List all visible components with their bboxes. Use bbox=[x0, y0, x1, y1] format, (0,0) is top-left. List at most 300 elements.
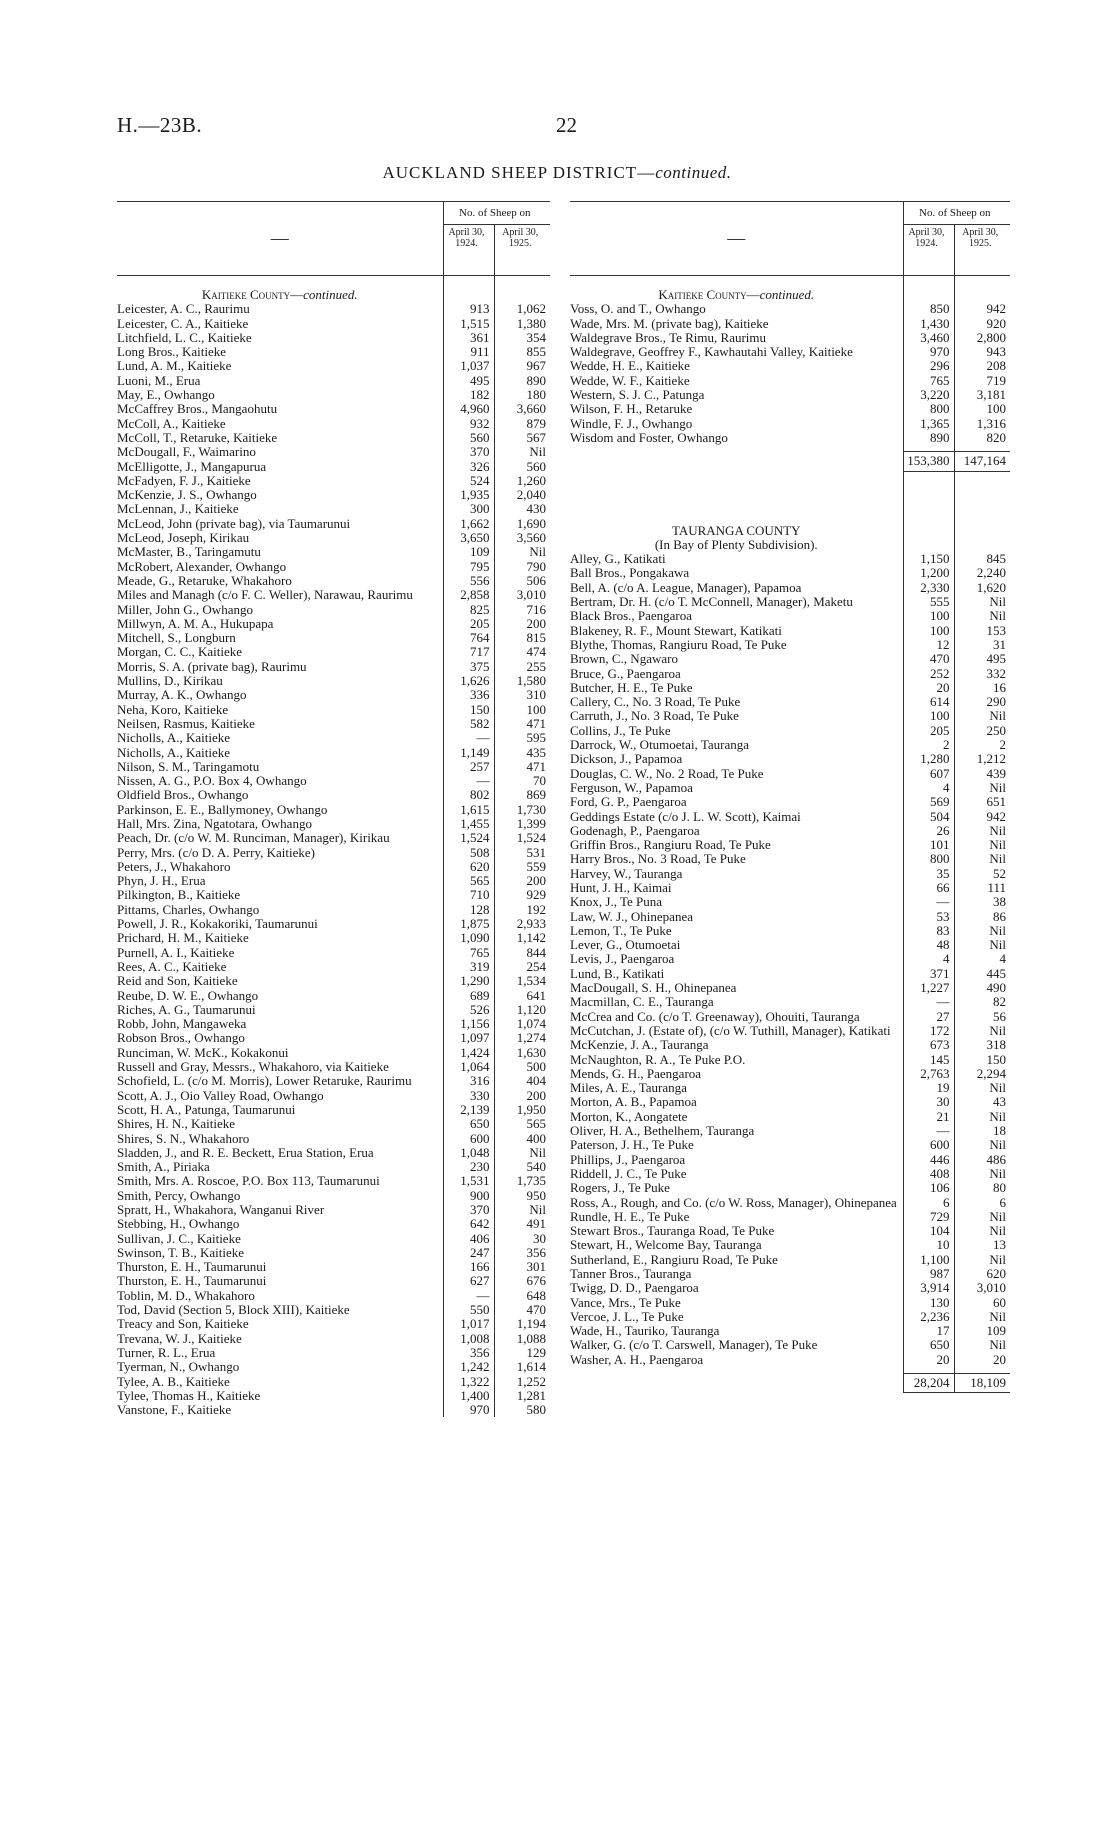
sheep-1924: 53 bbox=[903, 910, 954, 924]
sheep-1924: 600 bbox=[903, 1138, 954, 1152]
owner-name: Griffin Bros., Rangiuru Road, Te Puke bbox=[570, 837, 771, 853]
sheep-1925: 560 bbox=[494, 460, 550, 474]
sheep-1924: 729 bbox=[903, 1210, 954, 1224]
sheep-1924: 765 bbox=[443, 946, 494, 960]
sheep-1924: 319 bbox=[443, 960, 494, 974]
owner-name: MacDougall, S. H., Ohinepanea bbox=[570, 980, 737, 996]
sheep-1924: 166 bbox=[443, 1260, 494, 1274]
owner-name: McElligotte, J., Mangapurua bbox=[117, 458, 267, 474]
owner-name: Rees, A. C., Kaitieke bbox=[117, 958, 227, 974]
sheep-1925: 648 bbox=[494, 1289, 550, 1303]
sheep-1924: 850 bbox=[903, 302, 954, 316]
owner-name: Leicester, A. C., Raurimu bbox=[117, 301, 250, 317]
sheep-1924: 1,097 bbox=[443, 1031, 494, 1045]
table-row bbox=[570, 1324, 1010, 1338]
sheep-1925: 30 bbox=[494, 1232, 550, 1246]
sheep-1925: 200 bbox=[494, 617, 550, 631]
owner-name: McCutchan, J. (Estate of), (c/o W. Tuthill, Manager), Katikati bbox=[570, 1022, 891, 1038]
sheep-1924: 83 bbox=[903, 924, 954, 938]
table-row bbox=[117, 874, 550, 888]
table-row bbox=[117, 603, 550, 617]
owner-name: Windle, F. J., Owhango bbox=[570, 415, 693, 431]
sheep-1924: 1,200 bbox=[903, 566, 954, 580]
table-row bbox=[570, 1153, 1010, 1167]
owner-name: Ball Bros., Pongakawa bbox=[570, 565, 690, 581]
sheep-1924: 3,650 bbox=[443, 531, 494, 545]
sheep-1924: 406 bbox=[443, 1232, 494, 1246]
table-row bbox=[117, 831, 550, 845]
sheep-1925: 1,074 bbox=[494, 1017, 550, 1031]
owner-name: Blakeney, R. F., Mount Stewart, Katikati bbox=[570, 622, 782, 638]
table-row bbox=[117, 388, 550, 402]
sheep-1925: 3,010 bbox=[954, 1281, 1010, 1295]
sheep-1924: 150 bbox=[443, 703, 494, 717]
sheep-1925: 430 bbox=[494, 502, 550, 516]
table-row bbox=[117, 1146, 550, 1160]
owner-name: Harvey, W., Tauranga bbox=[570, 865, 683, 881]
sheep-1924: 1,048 bbox=[443, 1146, 494, 1160]
table-row bbox=[570, 824, 1010, 838]
sheep-1924: 650 bbox=[903, 1338, 954, 1352]
owner-name: Darrock, W., Otumoetai, Tauranga bbox=[570, 737, 749, 753]
table-row bbox=[117, 460, 550, 474]
sheep-1925: 943 bbox=[954, 345, 1010, 359]
table-row bbox=[117, 531, 550, 545]
owner-name: Shires, H. N., Kaitieke bbox=[117, 1116, 236, 1132]
section-heading-name: Kaitieke County— bbox=[201, 287, 304, 302]
sheep-1925: 82 bbox=[954, 995, 1010, 1009]
table-row bbox=[570, 1038, 1010, 1052]
title-main: AUCKLAND SHEEP DISTRICT— bbox=[382, 163, 656, 182]
sheep-count-header: No. of Sheep on bbox=[903, 202, 1010, 225]
owner-name: Bell, A. (c/o A. League, Manager), Papamoa bbox=[570, 579, 802, 595]
table-row bbox=[117, 1360, 550, 1374]
sheep-1924: 987 bbox=[903, 1267, 954, 1281]
sheep-1924: 17 bbox=[903, 1324, 954, 1338]
sheep-1924: 911 bbox=[443, 345, 494, 359]
table-row bbox=[570, 302, 1010, 316]
owner-name: Voss, O. and T., Owhango bbox=[570, 301, 706, 317]
table-row bbox=[570, 609, 1010, 623]
owner-name: Paterson, J. H., Te Puke bbox=[570, 1137, 694, 1153]
sheep-1924: 66 bbox=[903, 881, 954, 895]
owner-name: Riddell, J. C., Te Puke bbox=[570, 1165, 687, 1181]
left-table bbox=[117, 201, 550, 1417]
owner-name: Miles, A. E., Tauranga bbox=[570, 1080, 687, 1096]
sheep-1925: 1,399 bbox=[494, 817, 550, 831]
table-row bbox=[117, 1403, 550, 1417]
sheep-1925: 1,690 bbox=[494, 517, 550, 531]
sheep-1924: 600 bbox=[443, 1132, 494, 1146]
owner-name: McMaster, B., Taringamutu bbox=[117, 544, 261, 560]
sheep-1924: 3,220 bbox=[903, 388, 954, 402]
sheep-1925: Nil bbox=[954, 1024, 1010, 1038]
table-row bbox=[570, 345, 1010, 359]
sheep-1924: — bbox=[443, 774, 494, 788]
table-row bbox=[570, 317, 1010, 331]
sheep-1924: 300 bbox=[443, 502, 494, 516]
table-row bbox=[117, 1003, 550, 1017]
owner-name: Reube, D. W. E., Owhango bbox=[117, 987, 259, 1003]
sheep-1925: 855 bbox=[494, 345, 550, 359]
table-row bbox=[570, 852, 1010, 866]
table-row bbox=[117, 1232, 550, 1246]
sheep-1924: 230 bbox=[443, 1160, 494, 1174]
owner-name: Lemon, T., Te Puke bbox=[570, 922, 672, 938]
owner-name: Luoni, M., Erua bbox=[117, 372, 201, 388]
table-row bbox=[570, 1253, 1010, 1267]
sheep-1924: 370 bbox=[443, 1203, 494, 1217]
sheep-1925: Nil bbox=[494, 1203, 550, 1217]
sheep-1925: Nil bbox=[954, 852, 1010, 866]
table-row bbox=[117, 1246, 550, 1260]
owner-name: Neilsen, Rasmus, Kaitieke bbox=[117, 715, 255, 731]
sheep-1924: 1,430 bbox=[903, 317, 954, 331]
table-row bbox=[117, 617, 550, 631]
table-row bbox=[117, 817, 550, 831]
section-heading-cont: continued. bbox=[303, 287, 358, 302]
owner-name: Oliver, H. A., Bethelhem, Tauranga bbox=[570, 1123, 755, 1139]
sheep-1924: 20 bbox=[903, 1353, 954, 1367]
total-1925: 18,109 bbox=[954, 1374, 1010, 1393]
owner-name: Law, W. J., Ohinepanea bbox=[570, 908, 693, 924]
sheep-1925: 620 bbox=[954, 1267, 1010, 1281]
sheep-1925: 1,281 bbox=[494, 1389, 550, 1403]
table-row bbox=[117, 1174, 550, 1188]
table-row bbox=[570, 595, 1010, 609]
sheep-1924: 1,424 bbox=[443, 1046, 494, 1060]
sheep-1924: 326 bbox=[443, 460, 494, 474]
table-row bbox=[117, 1060, 550, 1074]
table-row bbox=[570, 331, 1010, 345]
sheep-1925: 890 bbox=[494, 374, 550, 388]
sheep-1925: 2 bbox=[954, 738, 1010, 752]
owner-name: Lund, A. M., Kaitieke bbox=[117, 358, 232, 374]
sheep-1924: 19 bbox=[903, 1081, 954, 1095]
sheep-1925: 1,524 bbox=[494, 831, 550, 845]
table-row bbox=[117, 989, 550, 1003]
sheep-1925: 13 bbox=[954, 1238, 1010, 1252]
sheep-1925: Nil bbox=[494, 1146, 550, 1160]
sheep-1924: 48 bbox=[903, 938, 954, 952]
table-row bbox=[570, 895, 1010, 909]
sheep-1925: 820 bbox=[954, 431, 1010, 445]
table-row bbox=[117, 502, 550, 516]
sheep-1925: 790 bbox=[494, 560, 550, 574]
sheep-1925: 845 bbox=[954, 552, 1010, 566]
sheep-1925: 3,181 bbox=[954, 388, 1010, 402]
sheep-1925: 400 bbox=[494, 1132, 550, 1146]
owner-name: Vanstone, F., Kaitieke bbox=[117, 1402, 232, 1418]
table-row bbox=[117, 846, 550, 860]
title-continued: continued. bbox=[655, 163, 732, 182]
table-row bbox=[117, 974, 550, 988]
sheep-1925: 43 bbox=[954, 1095, 1010, 1109]
owner-name: Ross, A., Rough, and Co. (c/o W. Ross, Manager), Ohinepanea bbox=[570, 1194, 897, 1210]
sheep-1924: 2,139 bbox=[443, 1103, 494, 1117]
total-row bbox=[570, 1374, 1010, 1393]
sheep-1925: Nil bbox=[954, 1167, 1010, 1181]
owner-name: Callery, C., No. 3 Road, Te Puke bbox=[570, 694, 741, 710]
sheep-1924: 1,017 bbox=[443, 1317, 494, 1331]
sheep-1925: Nil bbox=[954, 1310, 1010, 1324]
owner-name: McDougall, F., Waimarino bbox=[117, 444, 256, 460]
sheep-1924: 607 bbox=[903, 767, 954, 781]
sheep-1925: 967 bbox=[494, 359, 550, 373]
col-1925-header: April 30, 1925. bbox=[494, 225, 550, 276]
table-row bbox=[570, 724, 1010, 738]
sheep-1925: Nil bbox=[954, 781, 1010, 795]
sheep-1924: 1,935 bbox=[443, 488, 494, 502]
owner-name: Scott, H. A., Patunga, Taumarunui bbox=[117, 1101, 296, 1117]
owner-name: Twigg, D. D., Paengaroa bbox=[570, 1280, 699, 1296]
sheep-1925: Nil bbox=[954, 1210, 1010, 1224]
table-row bbox=[117, 1332, 550, 1346]
sheep-1925: 301 bbox=[494, 1260, 550, 1274]
table-row bbox=[117, 517, 550, 531]
sheep-1924: 2,330 bbox=[903, 581, 954, 595]
sheep-1925: 879 bbox=[494, 417, 550, 431]
sheep-1924: 2,858 bbox=[443, 588, 494, 602]
owner-name: Godenagh, P., Paengaroa bbox=[570, 822, 700, 838]
sheep-1925: Nil bbox=[954, 595, 1010, 609]
owner-name: Parkinson, E. E., Ballymoney, Owhango bbox=[117, 801, 328, 817]
sheep-1924: 375 bbox=[443, 660, 494, 674]
sheep-1925: 310 bbox=[494, 688, 550, 702]
sheep-1925: 1,316 bbox=[954, 417, 1010, 431]
table-row bbox=[570, 995, 1010, 1009]
table-row bbox=[117, 1317, 550, 1331]
sheep-1924: 550 bbox=[443, 1303, 494, 1317]
owner-name: Prichard, H. M., Kaitieke bbox=[117, 930, 249, 946]
table-row bbox=[117, 331, 550, 345]
table-row bbox=[117, 788, 550, 802]
sheep-1925: 540 bbox=[494, 1160, 550, 1174]
sheep-1925: Nil bbox=[954, 824, 1010, 838]
sheep-1925: 491 bbox=[494, 1217, 550, 1231]
owner-name: Carruth, J., No. 3 Road, Te Puke bbox=[570, 708, 739, 724]
table-row bbox=[570, 1296, 1010, 1310]
sheep-1924: 26 bbox=[903, 824, 954, 838]
table-row bbox=[117, 903, 550, 917]
owner-name: Purnell, A. I., Kaitieke bbox=[117, 944, 235, 960]
sheep-1924: 970 bbox=[443, 1403, 494, 1417]
sheep-1925: 506 bbox=[494, 574, 550, 588]
table-row bbox=[117, 1289, 550, 1303]
sheep-1924: 408 bbox=[903, 1167, 954, 1181]
sheep-1924: 1,515 bbox=[443, 317, 494, 331]
owner-name: Waldegrave, Geoffrey F., Kawhautahi Valley, Kaitieke bbox=[570, 344, 853, 360]
table-row bbox=[117, 931, 550, 945]
sheep-1925: 1,380 bbox=[494, 317, 550, 331]
table-row bbox=[570, 867, 1010, 881]
table-row bbox=[570, 1167, 1010, 1181]
sheep-1924: 1,400 bbox=[443, 1389, 494, 1403]
table-row bbox=[570, 1024, 1010, 1038]
sheep-1925: 129 bbox=[494, 1346, 550, 1360]
table-row bbox=[570, 1224, 1010, 1238]
owner-name: Alley, G., Katikati bbox=[570, 551, 666, 567]
owner-name: Nicholls, A., Kaitieke bbox=[117, 730, 231, 746]
table-row bbox=[570, 1238, 1010, 1252]
sheep-1925: Nil bbox=[954, 838, 1010, 852]
sheep-1925: 716 bbox=[494, 603, 550, 617]
table-row bbox=[570, 781, 1010, 795]
table-row bbox=[570, 1053, 1010, 1067]
table-row bbox=[570, 417, 1010, 431]
owner-name: Reid and Son, Kaitieke bbox=[117, 973, 238, 989]
owner-name: Tylee, A. B., Kaitieke bbox=[117, 1373, 230, 1389]
sheep-1925: Nil bbox=[954, 1110, 1010, 1124]
table-row bbox=[117, 545, 550, 559]
sheep-1924: 205 bbox=[443, 617, 494, 631]
sheep-1924: 556 bbox=[443, 574, 494, 588]
table-row bbox=[117, 359, 550, 373]
table-row bbox=[570, 1010, 1010, 1024]
owner-name: McLennan, J., Kaitieke bbox=[117, 501, 239, 517]
sheep-1925: 150 bbox=[954, 1053, 1010, 1067]
table-row bbox=[570, 1095, 1010, 1109]
sheep-1924: 673 bbox=[903, 1038, 954, 1052]
owner-name: Morgan, C. C., Kaitieke bbox=[117, 644, 243, 660]
table-row bbox=[117, 760, 550, 774]
sheep-1925: 80 bbox=[954, 1181, 1010, 1195]
sheep-1925: 1,274 bbox=[494, 1031, 550, 1045]
table-row bbox=[570, 838, 1010, 852]
table-row bbox=[117, 345, 550, 359]
sheep-1925: 844 bbox=[494, 946, 550, 960]
sheep-1924: 182 bbox=[443, 388, 494, 402]
sheep-1925: 180 bbox=[494, 388, 550, 402]
sheep-1925: 2,933 bbox=[494, 917, 550, 931]
sheep-1924: 1,242 bbox=[443, 1360, 494, 1374]
owner-name: Riches, A. G., Taumarunui bbox=[117, 1001, 256, 1017]
section-heading-name: Kaitieke County— bbox=[658, 287, 760, 302]
sheep-1924: 371 bbox=[903, 967, 954, 981]
owner-name: McFadyen, F. J., Kaitieke bbox=[117, 472, 251, 488]
sheep-1925: 471 bbox=[494, 760, 550, 774]
sheep-1925: 471 bbox=[494, 717, 550, 731]
owner-name: Phyn, J. H., Erua bbox=[117, 873, 206, 889]
sheep-1924: 30 bbox=[903, 1095, 954, 1109]
sheep-1924: 35 bbox=[903, 867, 954, 881]
table-row bbox=[117, 417, 550, 431]
owner-name: Mullins, D., Kirikau bbox=[117, 673, 223, 689]
section-heading bbox=[117, 288, 443, 302]
table-row bbox=[117, 703, 550, 717]
total-1924: 153,380 bbox=[903, 452, 954, 471]
sheep-1924: 356 bbox=[443, 1346, 494, 1360]
owner-name: Pilkington, B., Kaitieke bbox=[117, 887, 241, 903]
sheep-1924: 800 bbox=[903, 852, 954, 866]
owner-name: Stewart Bros., Tauranga Road, Te Puke bbox=[570, 1223, 775, 1239]
table-row bbox=[117, 374, 550, 388]
owner-name: McKenzie, J. A., Tauranga bbox=[570, 1037, 709, 1053]
table-row bbox=[570, 402, 1010, 416]
table-row bbox=[570, 910, 1010, 924]
sheep-1925: 2,240 bbox=[954, 566, 1010, 580]
sheep-1925: 1,194 bbox=[494, 1317, 550, 1331]
owner-name: Brown, C., Ngawaro bbox=[570, 651, 678, 667]
owner-name: Vance, Mrs., Te Puke bbox=[570, 1294, 681, 1310]
table-row bbox=[117, 803, 550, 817]
table-row bbox=[117, 1260, 550, 1274]
sheep-1925: 1,142 bbox=[494, 931, 550, 945]
sheep-1925: 1,614 bbox=[494, 1360, 550, 1374]
sheep-1925: 869 bbox=[494, 788, 550, 802]
owner-name: McLeod, Joseph, Kirikau bbox=[117, 530, 250, 546]
table-row bbox=[570, 1210, 1010, 1224]
table-row bbox=[570, 767, 1010, 781]
table-row bbox=[570, 1138, 1010, 1152]
owner-name: Mends, G. H., Paengaroa bbox=[570, 1065, 702, 1081]
owner-name: Blythe, Thomas, Rangiuru Road, Te Puke bbox=[570, 636, 787, 652]
owner-name: Robb, John, Mangaweka bbox=[117, 1016, 247, 1032]
table-row bbox=[117, 445, 550, 459]
owner-name: Lever, G., Otumoetai bbox=[570, 937, 681, 953]
sheep-1924: 3,914 bbox=[903, 1281, 954, 1295]
sheep-1924: 764 bbox=[443, 631, 494, 645]
table-row bbox=[570, 1353, 1010, 1367]
sheep-1925: 100 bbox=[954, 402, 1010, 416]
sheep-1925: 1,630 bbox=[494, 1046, 550, 1060]
sheep-1925: 200 bbox=[494, 1089, 550, 1103]
sheep-1925: 109 bbox=[954, 1324, 1010, 1338]
sheep-1924: 1,150 bbox=[903, 552, 954, 566]
sheep-1924: 710 bbox=[443, 888, 494, 902]
table-row bbox=[117, 1346, 550, 1360]
table-row bbox=[117, 688, 550, 702]
sheep-1924: 6 bbox=[903, 1196, 954, 1210]
sheep-1924: 336 bbox=[443, 688, 494, 702]
owner-name: McRobert, Alexander, Owhango bbox=[117, 558, 287, 574]
owner-name: Wilson, F. H., Retaruke bbox=[570, 401, 693, 417]
sheep-1924: 10 bbox=[903, 1238, 954, 1252]
sheep-1924: 1,875 bbox=[443, 917, 494, 931]
owner-name: Lund, B., Katikati bbox=[570, 965, 665, 981]
total-1925: 147,164 bbox=[954, 452, 1010, 471]
sheep-1924: 1,227 bbox=[903, 981, 954, 995]
sheep-1924: 4,960 bbox=[443, 402, 494, 416]
sheep-1924: 1,008 bbox=[443, 1332, 494, 1346]
table-row bbox=[117, 888, 550, 902]
sheep-1924: 620 bbox=[443, 860, 494, 874]
table-row bbox=[117, 317, 550, 331]
sheep-1925: 1,260 bbox=[494, 474, 550, 488]
sheep-1925: Nil bbox=[954, 1338, 1010, 1352]
sheep-1925: 3,010 bbox=[494, 588, 550, 602]
sheep-1924: 446 bbox=[903, 1153, 954, 1167]
owner-name: Ferguson, W., Papamoa bbox=[570, 779, 693, 795]
sheep-1924: 1,662 bbox=[443, 517, 494, 531]
sheep-1925: 565 bbox=[494, 1117, 550, 1131]
sheep-1924: 650 bbox=[443, 1117, 494, 1131]
sheep-1925: 18 bbox=[954, 1124, 1010, 1138]
table-row bbox=[570, 738, 1010, 752]
sheep-1924: 627 bbox=[443, 1274, 494, 1288]
sheep-1924: 560 bbox=[443, 431, 494, 445]
sheep-1924: 1,064 bbox=[443, 1060, 494, 1074]
owner-name: Black Bros., Paengaroa bbox=[570, 608, 693, 624]
sheep-1925: 111 bbox=[954, 881, 1010, 895]
owner-name: Rogers, J., Te Puke bbox=[570, 1180, 670, 1196]
sheep-1924: 106 bbox=[903, 1181, 954, 1195]
owner-name: Thurston, E. H., Taumarunui bbox=[117, 1273, 267, 1289]
table-row bbox=[117, 1389, 550, 1403]
owner-name: Smith, Mrs. A. Roscoe, P.O. Box 113, Taumarunui bbox=[117, 1173, 380, 1189]
table-row bbox=[570, 952, 1010, 966]
sheep-1924: 330 bbox=[443, 1089, 494, 1103]
